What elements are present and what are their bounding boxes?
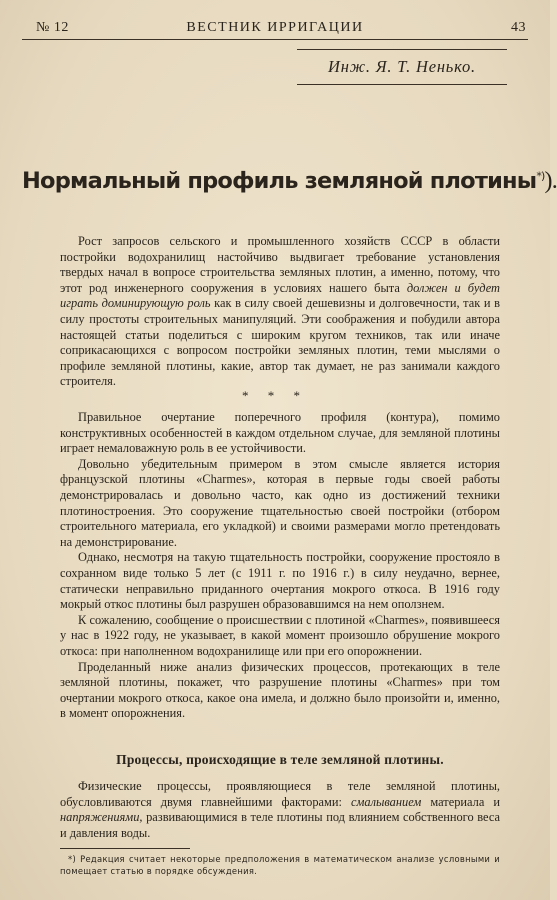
section-two — [60, 779, 500, 841]
title-close: ). — [544, 168, 557, 194]
paragraph: Однако, несмотря на такую тщательность постройки, сооружение простояло в сохранном виде только 5 лет (с 1911 г. по 1916 г.) в силу неудачно, вернее, статически неправильно приданного очертания мокрого откоса. В 1916 году мокрый откос плотины был разрушен образовавшимся на нем оползнем. — [60, 550, 500, 612]
sec2-text-c: развивающимися в теле плотины под влиянием собственного веса и давления воды. — [60, 810, 500, 840]
running-head — [22, 14, 528, 40]
intro-emphasis: должен и будет играть доминирующую роль — [60, 280, 500, 311]
sec2-text-b: материала и — [421, 794, 501, 809]
section-one — [60, 410, 500, 722]
intro-text-b: как в силу своей дешевизны и долговечности, так и в силу простоты строительных манипуляций. Эти соображения и побудили автора настоящей статьи поделиться с широким кругом техников, так или иначе соприкасающихся с вопросом постройки земляных плотин, теми мыслями о профиле земляной плотины, какие, автор так думает, не раз занимали каждого строителя. — [60, 296, 500, 389]
sec2-emphasis-2: напряжениями, — [60, 810, 143, 825]
paragraph: Довольно убедительным примером в этом смысле является история французской плотины «Charmes», которая в первые годы своей работы демонстрировалась и довольно часто, как одно из достижений техники плотиностроения. Это сооружение тщательностью своей постройки (отбором строительного материала, его укладкой) и своими размерами могло претендовать на демонстрирование. — [60, 456, 500, 549]
footnote-rule — [60, 848, 190, 849]
footnote — [60, 853, 500, 877]
sec2-emphasis-1: смалыванием — [350, 794, 422, 809]
article-title — [22, 168, 557, 195]
author-line: Инж. Я. Т. Ненько. — [297, 49, 507, 85]
intro-paragraph — [60, 234, 500, 390]
article-title-text: Нормальный профиль земляной плотины — [22, 168, 537, 194]
issue-number: № 12 — [36, 20, 69, 35]
intro-text-a: Рост запросов сельского и промышленного хозяйств СССР в области постройки водохранилищ настойчиво выдвигает требование установления твердых начал в вопросе строительства земляных плотин, а именно, потому, что этот род инженерного сооружения в условиях нашего быта — [60, 234, 500, 295]
paragraph: Правильное очертание поперечного профиля (контура), помимо конструктивных особенностей в каждом отдельном случае, для земляной плотины играет немаловажную роль в ее устойчивости. — [60, 410, 500, 456]
section-separator: * * * — [242, 388, 308, 403]
paragraph: Проделанный ниже анализ физических процессов, протекающих в теле земляной плотины, покажет, что разрушение плотины «Charmes» при том очертании мокрого откоса, какое она имела, и должно было произойти и, именно, в момент опорожнения. — [60, 659, 500, 721]
header-rule — [22, 39, 528, 40]
paragraph: К сожалению, сообщение о происшествии с плотиной «Charmes», появившееся у нас в 1922 году, не указывает, в какой момент произошло обрушение мокрого откоса: при наполненном водохранилище или при его опорожнении. — [60, 612, 500, 658]
title-footnote-mark: *) — [536, 169, 545, 183]
page-number: 43 — [511, 20, 526, 35]
journal-title: ВЕСТНИК ИРРИГАЦИИ — [186, 20, 364, 35]
section-heading: Процессы, происходящие в теле земляной плотины. — [116, 752, 444, 767]
sec2-text-a: Физические процессы, проявляющиеся в теле земляной плотины, обусловливаются двумя главнейшими факторами: — [60, 779, 500, 809]
footnote-text: *) Редакция считает некоторые предположения в математическом анализе условными и помещает статью в порядке обсуждения. — [60, 854, 500, 876]
